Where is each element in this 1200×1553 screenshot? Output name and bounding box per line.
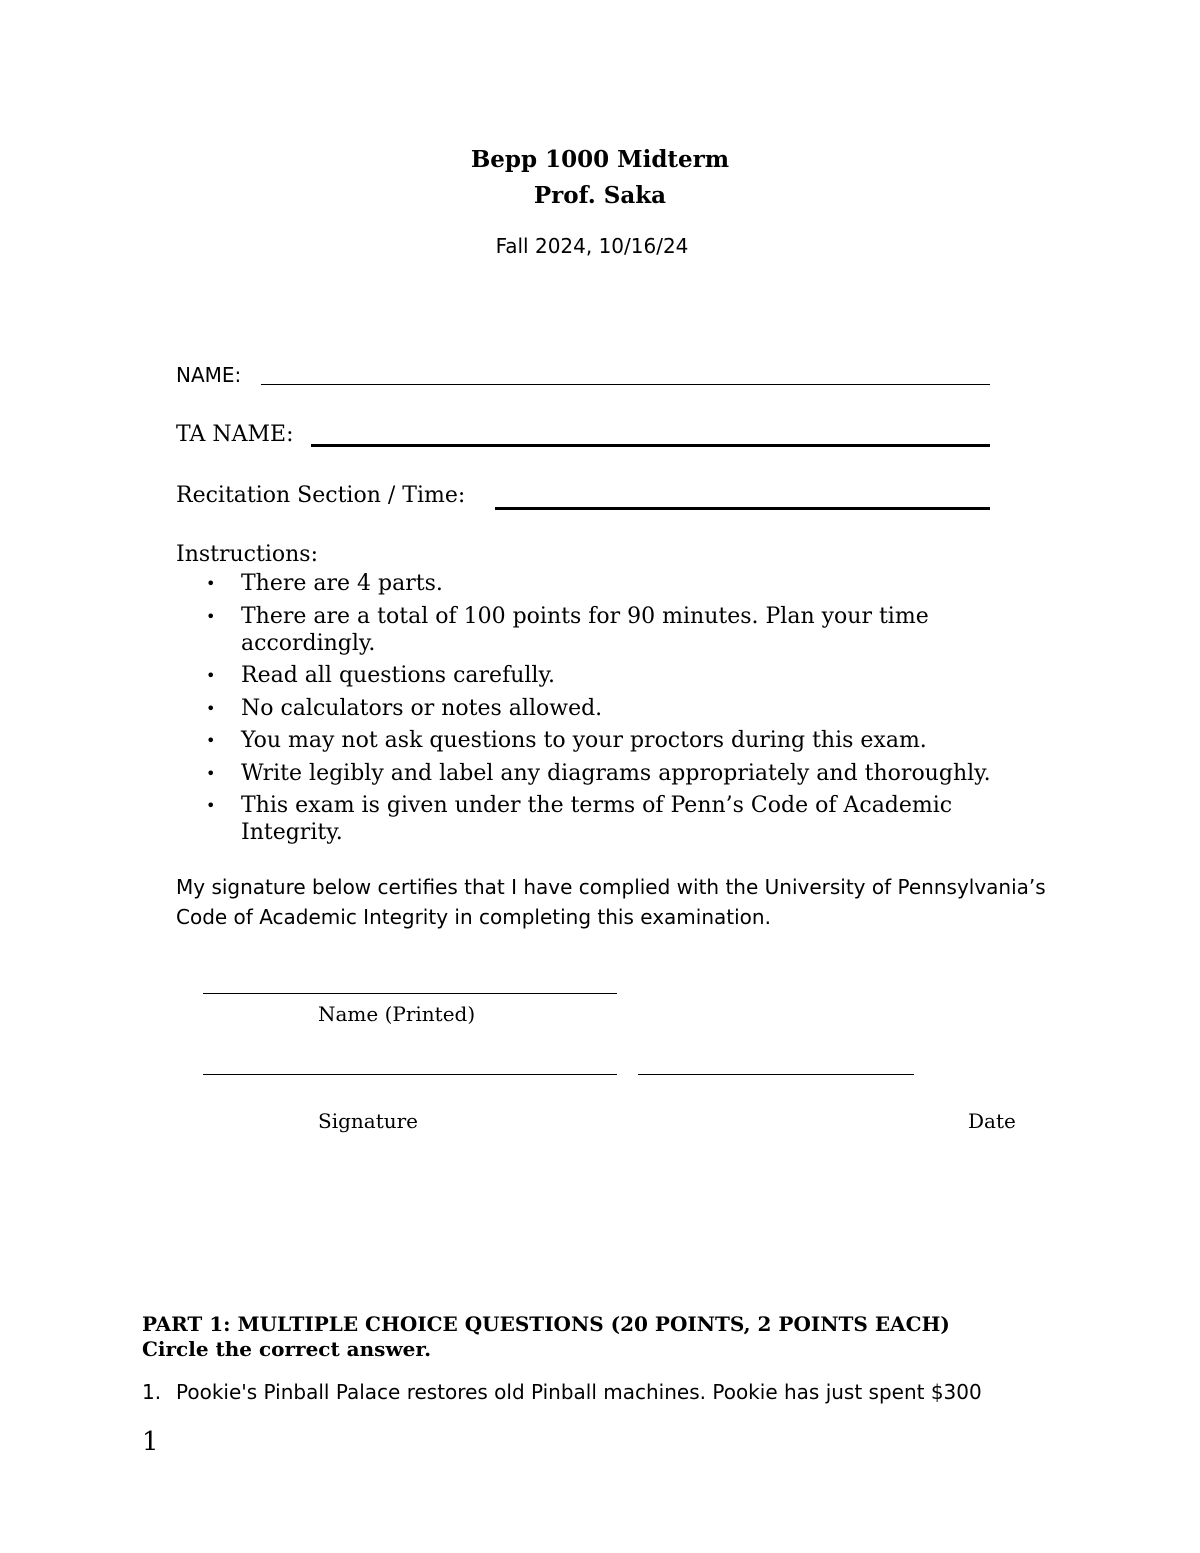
instruction-item: • You may not ask questions to your proctors during this exam. xyxy=(206,728,927,753)
recitation-field[interactable] xyxy=(495,507,990,510)
question-number: 1. xyxy=(142,1380,162,1404)
name-field[interactable] xyxy=(261,384,990,385)
bullet-icon: • xyxy=(206,731,216,750)
instruction-item: • There are 4 parts. xyxy=(206,571,443,596)
part1-subtitle: Circle the correct answer. xyxy=(142,1337,432,1361)
page-number: 1 xyxy=(142,1427,159,1457)
instruction-item: • Write legibly and label any diagrams appropriately and thoroughly. xyxy=(206,760,991,786)
name-label: NAME: xyxy=(176,363,242,387)
instructions-list xyxy=(176,570,1056,852)
instruction-item: • There are a total of 100 points for 90 minutes. Plan your time accordingly. xyxy=(206,603,929,656)
signature-label: Signature xyxy=(318,1109,419,1133)
recitation-label: Recitation Section / Time: xyxy=(176,483,466,508)
question-1 xyxy=(142,1380,982,1404)
instructions-heading: Instructions: xyxy=(176,542,318,567)
bullet-icon: • xyxy=(206,763,216,783)
part1-heading xyxy=(142,1312,950,1362)
instruction-item: • Read all questions carefully. xyxy=(206,663,555,688)
bullet-icon: • xyxy=(206,574,216,593)
instruction-item: • No calculators or notes allowed. xyxy=(206,695,603,721)
printed-name-label: Name (Printed) xyxy=(318,1002,476,1026)
signature-line[interactable] xyxy=(203,1074,617,1075)
ta-name-field[interactable] xyxy=(311,444,990,447)
bullet-icon: • xyxy=(206,606,216,626)
bullet-icon: • xyxy=(206,796,216,815)
bullet-icon: • xyxy=(206,698,216,718)
date-line[interactable] xyxy=(638,1074,914,1075)
bullet-icon: • xyxy=(206,666,216,685)
ta-name-label: TA NAME: xyxy=(176,422,294,447)
part1-title: PART 1: MULTIPLE CHOICE QUESTIONS (20 POINTS, 2 POINTS EACH) xyxy=(142,1312,950,1336)
exam-title: Bepp 1000 Midterm xyxy=(470,146,730,173)
date-label: Date xyxy=(968,1109,1016,1133)
question-text: Pookie's Pinball Palace restores old Pinball machines. Pookie has just spent $300 xyxy=(176,1380,982,1404)
term-date: Fall 2024, 10/16/24 xyxy=(495,234,689,258)
professor-name: Prof. Saka xyxy=(533,182,667,209)
printed-name-line[interactable] xyxy=(203,993,617,994)
certification-statement: My signature below certifies that I have complied with the University of Pennsylvania’s Code of Academic Integrity in completing this examination. xyxy=(176,875,1046,929)
instruction-item: • This exam is given under the terms of Penn’s Code of Academic Integrity. xyxy=(206,793,953,845)
